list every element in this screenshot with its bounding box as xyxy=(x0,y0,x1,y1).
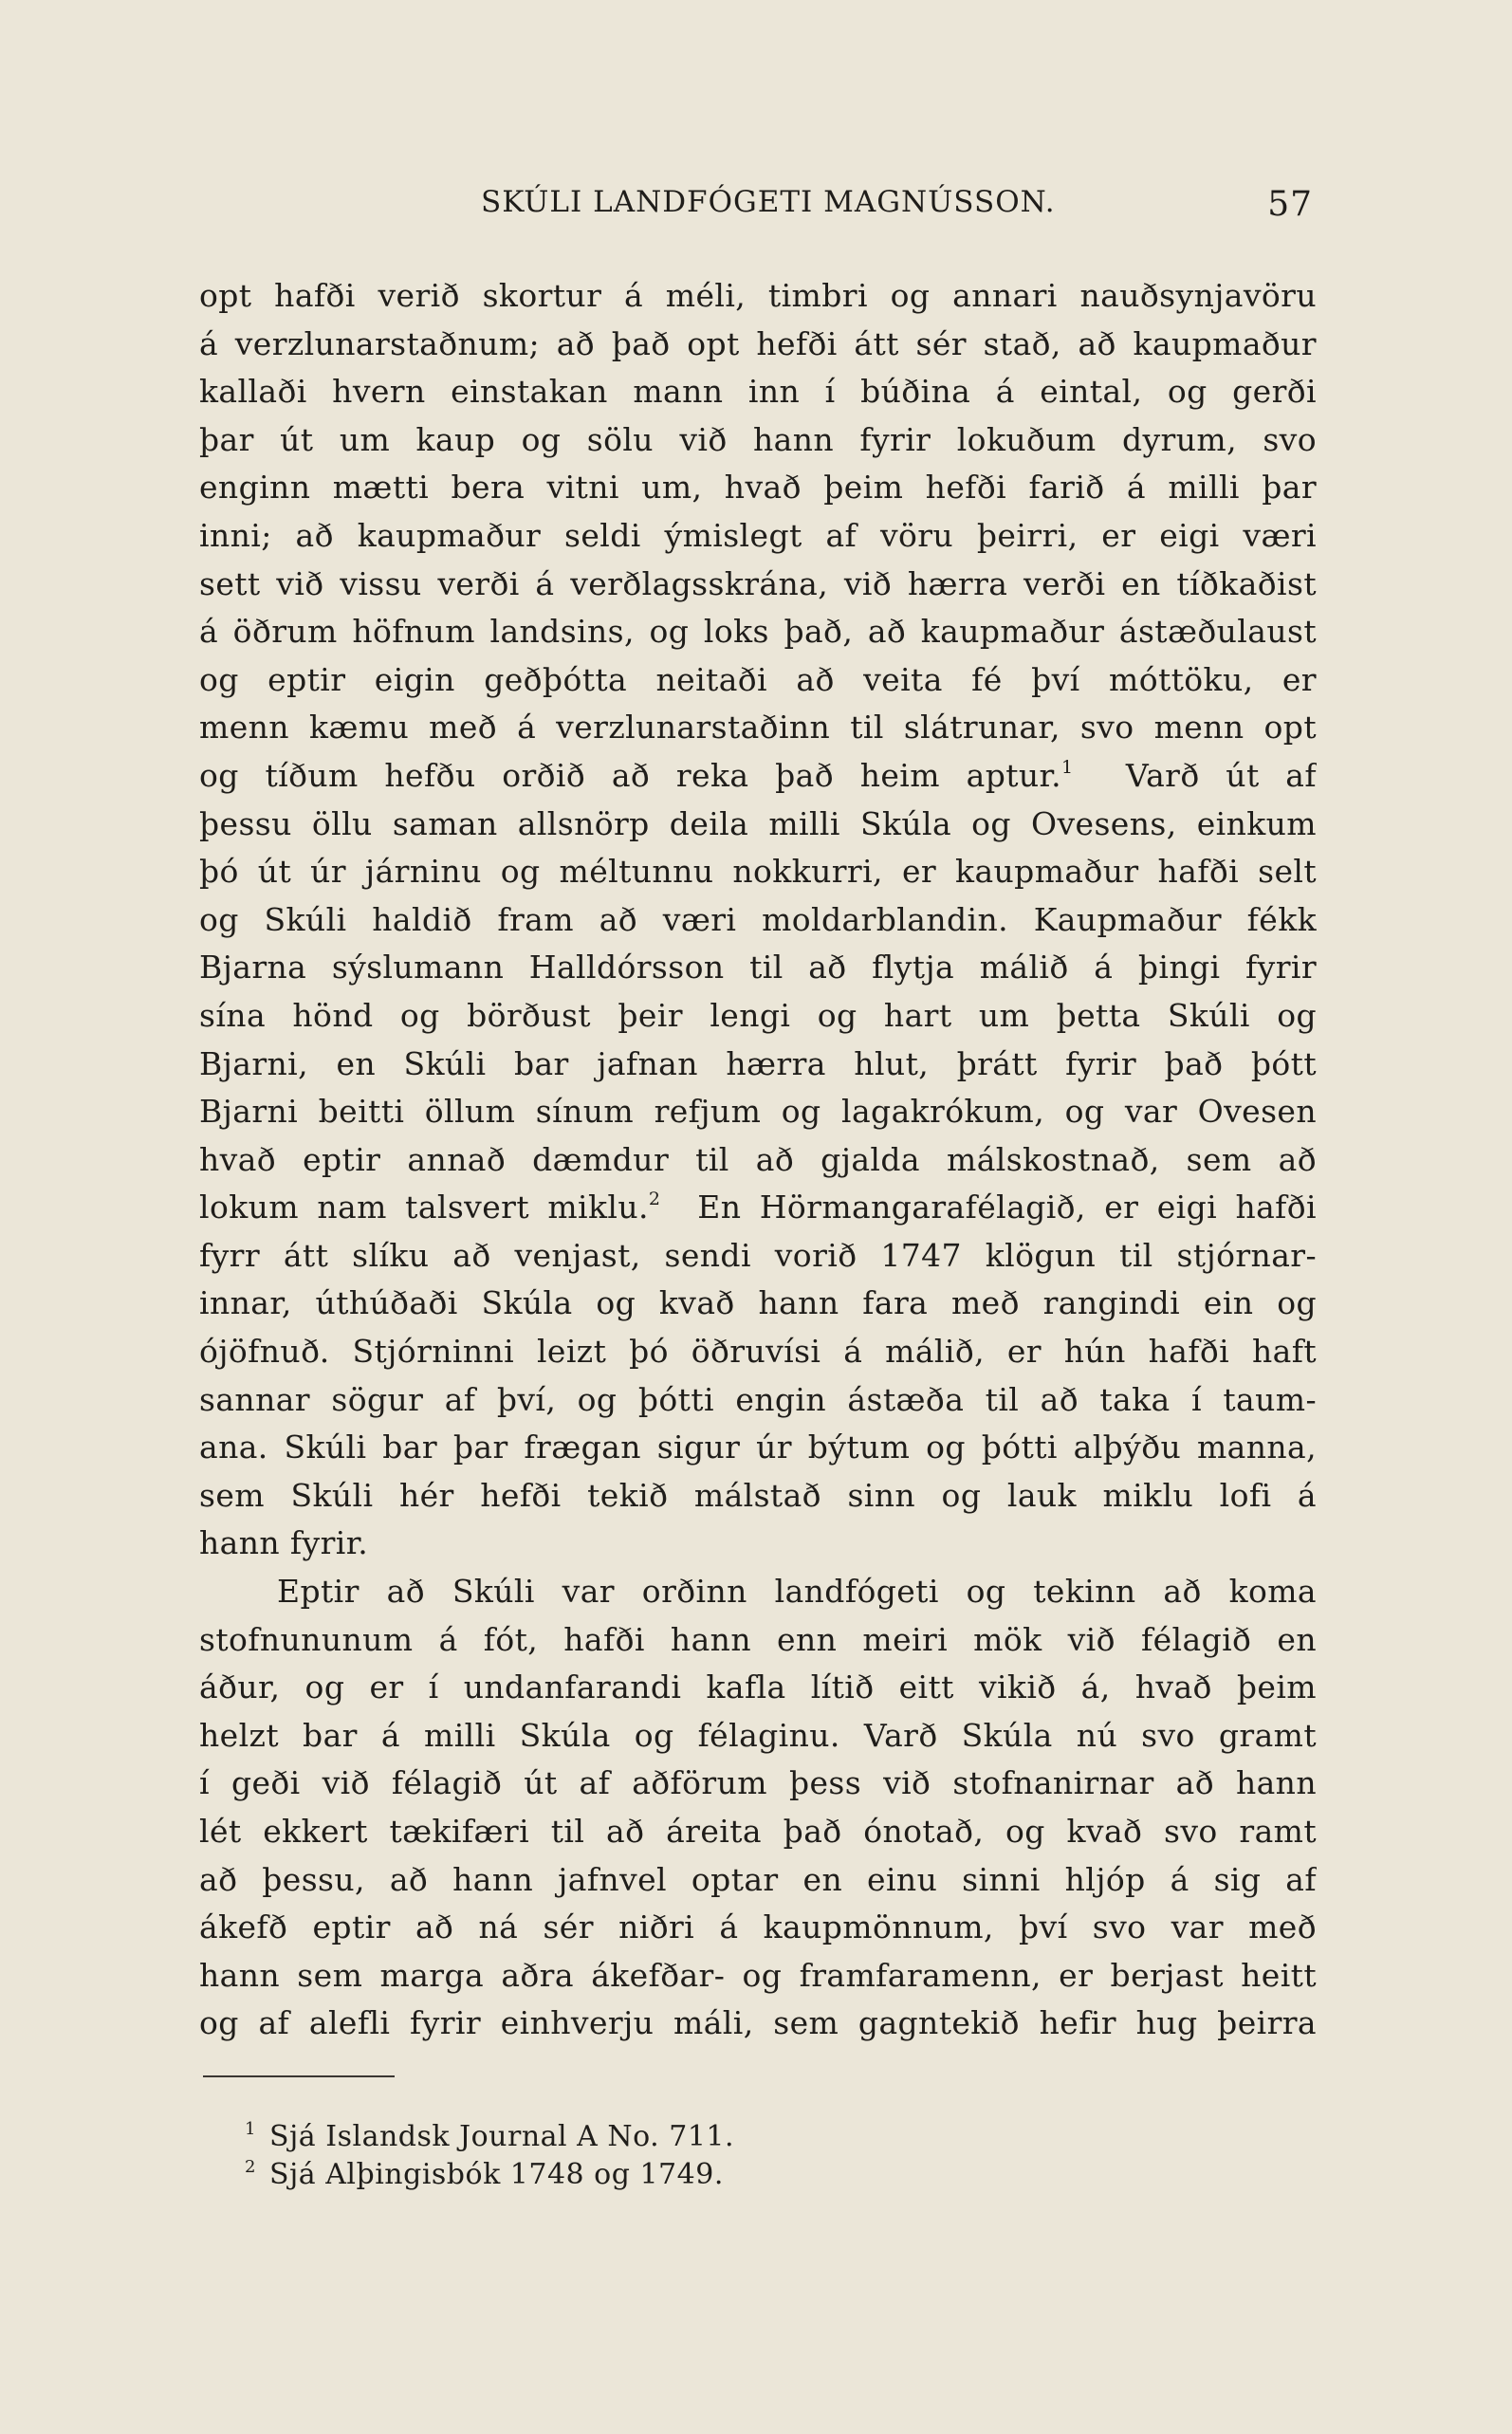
footnote xyxy=(245,2156,1098,2194)
text-line: Eptir að Skúli var orðinn landfógeti og tekinn að koma xyxy=(277,1573,1317,1611)
text-line: þar út um kaup og sölu við hann fyrir lokuðum dyrum, svo xyxy=(199,420,1317,458)
text-line: að þessu, að hann jafnvel optar en einu sinni hljóp á sig af xyxy=(199,1860,1317,1898)
text-line: kallaði hvern einstakan mann inn í búðina á eintal, og gerði xyxy=(199,373,1317,411)
footnote xyxy=(245,2118,1098,2156)
text-segment: En Hörmangarafélagið, er eigi hafði xyxy=(697,1189,1317,1226)
text-line: fyrr átt slíku að venjast, sendi vorið 1747 klögun til stjórnar- xyxy=(199,1236,1317,1274)
text-line: menn kæmu með á verzlunarstaðinn til slátrunar, svo menn opt xyxy=(199,709,1317,747)
text-line: í geði við félagið út af aðförum þess við stofnanirnar að hann xyxy=(199,1764,1317,1802)
text-line: á öðrum höfnum landsins, og loks það, að kaupmaður ástæðulaust xyxy=(199,613,1317,651)
running-header xyxy=(199,185,1313,230)
text-segment: lokum nam talsvert miklu. xyxy=(199,1189,649,1226)
text-line: Bjarna sýslumann Halldórsson til að flytja málið á þingi fyrir xyxy=(199,949,1317,987)
text-line: hann fyrir. xyxy=(199,1524,369,1562)
text-line: lét ekkert tækifæri til að áreita það ónotað, og kvað svo ramt xyxy=(199,1813,1317,1850)
footnotes xyxy=(245,2118,1098,2194)
text-line: og af alefli fyrir einhverju máli, sem gagntekið hefir hug þeirra xyxy=(199,2004,1317,2042)
page-number: 57 xyxy=(1267,185,1313,224)
text-line: Bjarni beitti öllum sínum refjum og lagakrókum, og var Ovesen xyxy=(199,1093,1317,1131)
footnote-text: Sjá Alþingisbók 1748 og 1749. xyxy=(268,2158,724,2191)
text-line: stofnununum á fót, hafði hann enn meiri mök við félagið en xyxy=(199,1620,1317,1658)
footnote-divider xyxy=(203,2075,395,2077)
body-text xyxy=(199,272,1317,2048)
footnote-ref: 2 xyxy=(648,1189,661,1210)
text-line: og Skúli haldið fram að væri moldarblandin. Kaupmaður fékk xyxy=(199,900,1317,938)
text-segment: og tíðum hefðu orðið að reka það heim aptur. xyxy=(199,756,1061,794)
text-line: ákefð eptir að ná sér niðri á kaupmönnum, því svo var með xyxy=(199,1908,1317,1946)
text-line: og eptir eigin geðþótta neitaði að veita fé því móttöku, er xyxy=(199,660,1317,698)
footnote-marker: 1 xyxy=(245,2119,256,2139)
footnote-ref: 1 xyxy=(1060,756,1074,778)
text-line-with-footnote-ref xyxy=(199,752,1317,801)
text-line: inni; að kaupmaður seldi ýmislegt af vöru þeirri, er eigi væri xyxy=(199,516,1317,554)
text-segment: Varð út af xyxy=(1125,756,1317,794)
text-line: hann sem marga aðra ákefðar- og framfaramenn, er berjast heitt xyxy=(199,1956,1317,1994)
text-line: helzt bar á milli Skúla og félaginu. Varð Skúla nú svo gramt xyxy=(199,1716,1317,1754)
text-line: Bjarni, en Skúli bar jafnan hærra hlut, þrátt fyrir það þótt xyxy=(199,1044,1317,1082)
text-line: sett við vissu verði á verðlagsskrána, við hærra verði en tíðkaðist xyxy=(199,564,1317,602)
text-line: ójöfnuð. Stjórninni leizt þó öðruvísi á málið, er hún hafði haft xyxy=(199,1333,1317,1371)
text-line: sannar sögur af því, og þótti engin ástæða til að taka í taum- xyxy=(199,1380,1317,1418)
text-line: innar, úthúðaði Skúla og kvað hann fara með rangindi ein og xyxy=(199,1284,1317,1322)
text-line: á verzlunarstaðnum; að það opt hefði átt sér stað, að kaupmaður xyxy=(199,324,1317,362)
text-line: sem Skúli hér hefði tekið málstað sinn og lauk miklu lofi á xyxy=(199,1476,1317,1514)
text-line: áður, og er í undanfarandi kafla lítið eitt vikið á, hvað þeim xyxy=(199,1669,1317,1706)
text-line: ana. Skúli bar þar frægan sigur úr býtum og þótti alþýðu manna, xyxy=(199,1429,1317,1466)
running-title: SKÚLI LANDFÓGETI MAGNÚSSON. xyxy=(481,185,1056,219)
text-line: enginn mætti bera vitni um, hvað þeim hefði farið á milli þar xyxy=(199,469,1317,507)
text-line: hvað eptir annað dæmdur til að gjalda málskostnað, sem að xyxy=(199,1140,1317,1178)
text-line: þessu öllu saman allsnörp deila milli Skúla og Ovesens, einkum xyxy=(199,804,1317,842)
text-line: þó út úr járninu og méltunnu nokkurri, er kaupmaður hafði selt xyxy=(199,853,1317,891)
text-line: opt hafði verið skortur á méli, timbri og annari nauðsynjavöru xyxy=(199,277,1317,314)
text-line-with-footnote-ref xyxy=(199,1184,1317,1232)
footnote-marker: 2 xyxy=(245,2157,256,2177)
footnote-text: Sjá Islandsk Journal A No. 711. xyxy=(268,2120,735,2153)
text-line: sína hönd og börðust þeir lengi og hart um þetta Skúli og xyxy=(199,996,1317,1034)
